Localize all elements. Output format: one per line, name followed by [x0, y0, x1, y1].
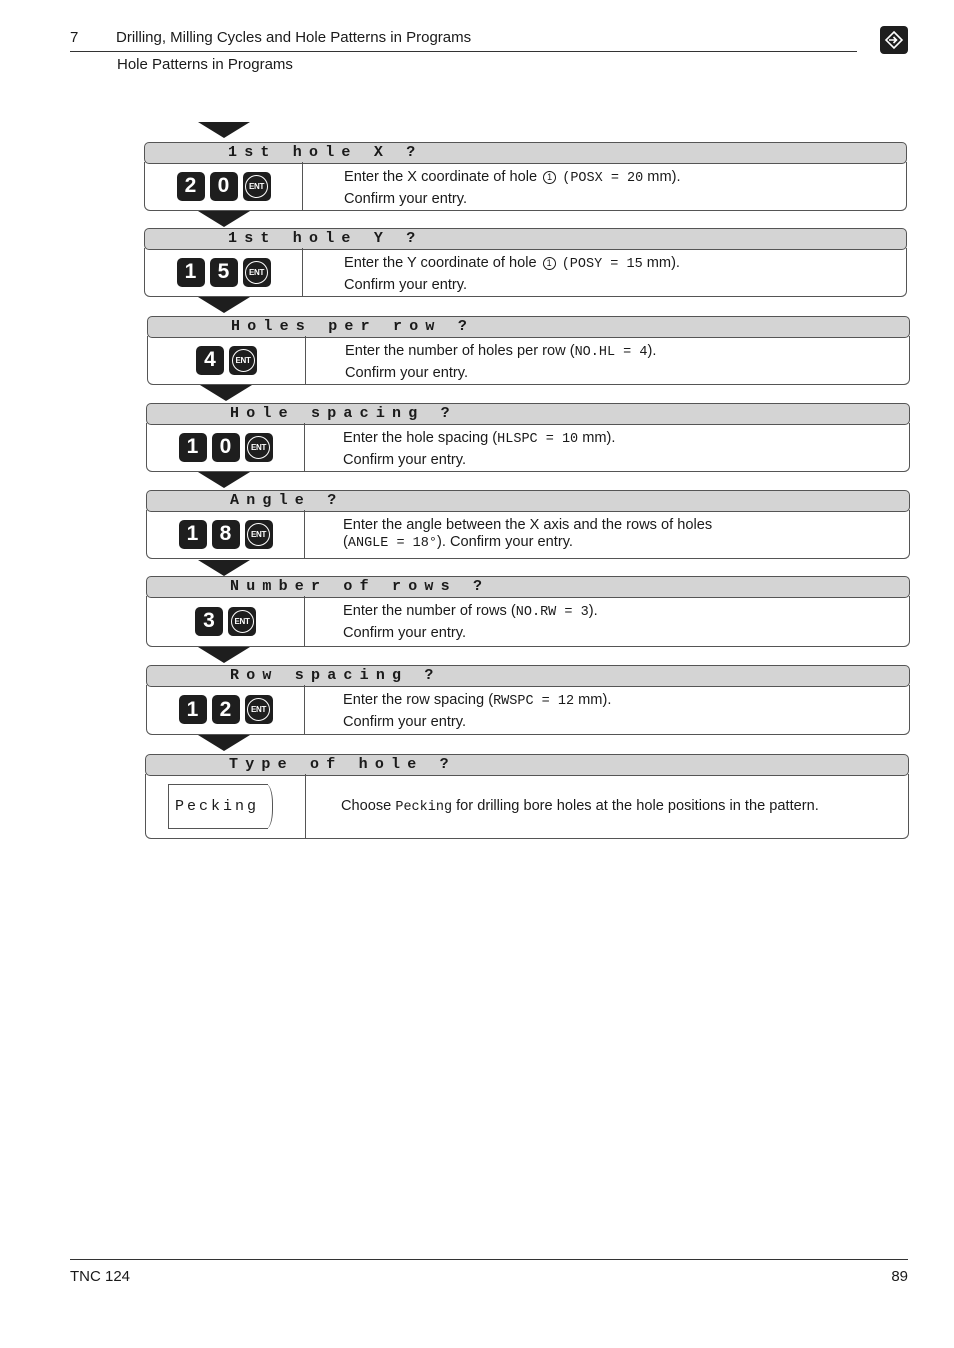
pecking-softkey: Pecking: [168, 784, 268, 829]
digit-key: 8: [212, 520, 240, 549]
step-description: Enter the X coordinate of hole 1 (POSX = 20 mm). Confirm your entry.: [344, 169, 681, 207]
step-hole-spacing: [146, 403, 910, 472]
softkey-cell: [146, 774, 306, 838]
footer-rule: [70, 1259, 908, 1260]
page-number: 89: [891, 1268, 908, 1285]
dialog-prompt: Type of hole ?: [145, 754, 909, 776]
step-body: [147, 336, 910, 385]
step-body: [146, 685, 910, 735]
digit-key: 1: [177, 258, 205, 287]
step-body: [144, 162, 907, 211]
step-type-of-hole: [145, 754, 909, 839]
flow-arrow: [198, 560, 250, 576]
step-first-hole-x: [144, 142, 907, 211]
ent-key-icon: ENT: [243, 258, 271, 287]
step-angle: [146, 490, 910, 559]
step-description: Choose Pecking for drilling bore holes at the hole positions in the pattern.: [341, 798, 819, 815]
key-sequence: [147, 510, 305, 558]
flow-arrow: [200, 385, 252, 401]
header-rule: [70, 51, 857, 52]
ent-key-icon: ENT: [245, 433, 273, 462]
step-body: [146, 596, 910, 647]
key-sequence: [145, 162, 303, 210]
ent-key-icon: ENT: [245, 695, 273, 724]
hole-number-icon: 1: [543, 171, 556, 184]
digit-key: 3: [195, 607, 223, 636]
chapter-number: 7: [70, 29, 79, 46]
dialog-prompt: Row spacing ?: [146, 665, 910, 687]
step-number-of-rows: [146, 576, 910, 647]
key-sequence: [148, 336, 306, 384]
step-description: Enter the number of rows (NO.RW = 3). Confirm your entry.: [343, 603, 598, 641]
step-first-hole-y: [144, 228, 907, 297]
flow-arrow: [198, 647, 250, 663]
digit-key: 2: [177, 172, 205, 201]
ent-key-icon: ENT: [229, 346, 257, 375]
key-sequence: [145, 248, 303, 296]
step-description: Enter the hole spacing (HLSPC = 10 mm). Confirm your entry.: [343, 430, 616, 468]
step-body: [144, 248, 907, 297]
ent-key-icon: ENT: [245, 520, 273, 549]
step-row-spacing: [146, 665, 910, 735]
step-body: [146, 510, 910, 559]
digit-key: 1: [179, 695, 207, 724]
dialog-prompt: Number of rows ?: [146, 576, 910, 598]
program-edit-icon: [880, 26, 908, 54]
step-body: [145, 774, 909, 839]
step-description: Enter the number of holes per row (NO.HL = 4). Confirm your entry.: [345, 343, 657, 381]
hole-number-icon: 1: [543, 257, 556, 270]
dialog-prompt: 1st hole Y ?: [144, 228, 907, 250]
chapter-title: Drilling, Milling Cycles and Hole Patterns in Programs: [116, 29, 472, 46]
key-sequence: [147, 423, 305, 471]
dialog-prompt: Angle ?: [146, 490, 910, 512]
step-holes-per-row: [147, 316, 910, 385]
product-name: TNC 124: [70, 1268, 131, 1285]
digit-key: 4: [196, 346, 224, 375]
digit-key: 5: [210, 258, 238, 287]
step-body: [146, 423, 910, 472]
step-description: Enter the angle between the X axis and the rows of holes (ANGLE = 18°). Confirm your entry.: [343, 517, 713, 551]
key-sequence: [147, 685, 305, 734]
key-sequence: [147, 596, 305, 646]
ent-key-icon: ENT: [228, 607, 256, 636]
dialog-prompt: Holes per row ?: [147, 316, 910, 338]
flow-arrow: [198, 472, 250, 488]
flow-arrow: [198, 297, 250, 313]
digit-key: 1: [179, 520, 207, 549]
step-description: Enter the Y coordinate of hole 1 (POSY = 15 mm). Confirm your entry.: [344, 255, 680, 293]
digit-key: 1: [179, 433, 207, 462]
section-title: Hole Patterns in Programs: [117, 56, 293, 73]
dialog-prompt: 1st hole X ?: [144, 142, 907, 164]
flow-arrow: [198, 122, 250, 138]
flow-arrow: [198, 735, 250, 751]
flow-arrow: [198, 211, 250, 227]
dialog-prompt: Hole spacing ?: [146, 403, 910, 425]
step-description: Enter the row spacing (RWSPC = 12 mm). Confirm your entry.: [343, 692, 612, 730]
digit-key: 2: [212, 695, 240, 724]
digit-key: 0: [210, 172, 238, 201]
digit-key: 0: [212, 433, 240, 462]
ent-key-icon: ENT: [243, 172, 271, 201]
